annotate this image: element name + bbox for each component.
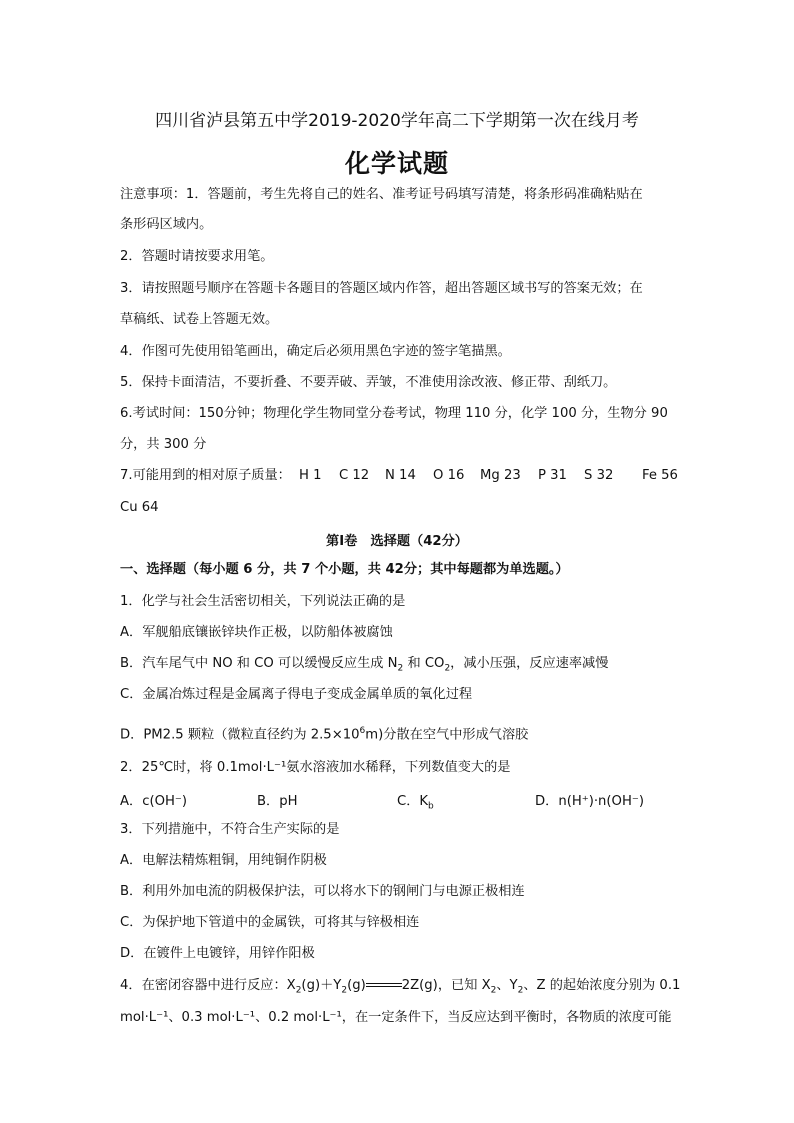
q1-option-a: A．军舰船底镶嵌锌块作正极，以防船体被腐蚀 [120, 625, 393, 640]
subscript: 2 [517, 985, 524, 996]
q3-option-d: D．在镀件上电镀锌，用锌作阳极 [120, 946, 315, 961]
q4-stem-line2: mol·L⁻¹、0.3 mol·L⁻¹、0.2 mol·L⁻¹，在一定条件下，当反应达到平衡时，各物质的浓度可能 [120, 1010, 672, 1025]
atom-mass-item: H 1 [299, 468, 322, 483]
note-6a: 6.考试时间：150分钟；物理化学生物同堂分卷考试，物理 110 分，化学 100 分，生物分 90 [120, 406, 668, 421]
q1-option-d [120, 722, 528, 744]
q1-b-text: B．汽车尾气中 NO 和 CO 可以缓慢反应生成 N [120, 656, 398, 671]
q1-d-text: m)分散在空气中形成气溶胶 [365, 727, 529, 743]
note-3b: 草稿纸、试卷上答题无效。 [120, 312, 279, 327]
subscript: 2 [295, 985, 302, 996]
q1-stem: 1．化学与社会生活密切相关，下列说法正确的是 [120, 594, 406, 609]
q4-text: 、Z 的起始浓度分别为 0.1 [523, 978, 681, 993]
note-2: 2．答题时请按要求用笔。 [120, 249, 274, 264]
atom-mass-item: S 32 [584, 468, 614, 483]
q4-stem [120, 977, 680, 1000]
atom-mass-item: C 12 [339, 468, 370, 483]
subscript: b [428, 801, 434, 812]
q2-stem: 2．25℃时，将 0.1mol·L⁻¹氨水溶液加水稀释，下列数值变大的是 [120, 760, 511, 775]
q3-option-b: B．利用外加电流的阴极保护法，可以将水下的钢闸门与电源正极相连 [120, 884, 525, 899]
equilibrium-arrow-icon [366, 980, 402, 990]
q3-option-a: A．电解法精炼粗铜，用纯铜作阴极 [120, 853, 327, 868]
school-title: 四川省泸县第五中学2019-2020学年高二下学期第一次在线月考 [155, 111, 639, 131]
subscript: 2 [397, 663, 404, 674]
note-1b: 条形码区域内。 [120, 217, 213, 232]
q1-b-text: 和 CO [403, 656, 445, 671]
q2-option-a: A．c(OH⁻) [120, 794, 188, 809]
q2-c-text: C．K [397, 794, 429, 809]
section-instructions: 一、选择题（每小题 6 分，共 7 个小题，共 42分；其中每题都为单选题。） [120, 562, 569, 577]
note-3a: 3．请按照题号顺序在答题卡各题目的答题区域内作答，超出答题区域书写的答案无效；在 [120, 281, 643, 296]
atom-mass-item: Mg 23 [480, 468, 521, 483]
note-7-prefix: 7.可能用到的相对原子质量： [120, 468, 291, 483]
superscript: 6 [359, 726, 366, 736]
note-5: 5．保持卡面清洁，不要折叠、不要弄破、弄皱，不准使用涂改液、修正带、刮纸刀。 [120, 375, 617, 390]
q3-option-c: C．为保护地下管道中的金属铁，可将其与锌极相连 [120, 915, 420, 930]
note-7 [120, 467, 678, 485]
subscript: 2 [341, 985, 348, 996]
q4-text: 4．在密闭容器中进行反应：X [120, 978, 296, 993]
section-title: 第Ⅰ卷 选择题（42分） [326, 534, 468, 549]
q1-b-text: ，减小压强，反应速率减慢 [450, 656, 609, 671]
q4-text: 、Y [496, 978, 518, 993]
q3-stem: 3．下列措施中，不符合生产实际的是 [120, 822, 340, 837]
q1-option-c: C．金属冶炼过程是金属离子得电子变成金属单质的氧化过程 [120, 687, 473, 702]
atom-mass-item: N 14 [385, 468, 416, 483]
q2-option-d: D．n(H⁺)·n(OH⁻) [535, 794, 644, 809]
note-1a: 注意事项：1．答题前，考生先将自己的姓名、准考证号码填写清楚，将条形码准确粘贴在 [120, 187, 643, 202]
note-4: 4．作图可先使用铅笔画出，确定后必须用黑色字迹的签字笔描黑。 [120, 344, 511, 359]
q4-text: (g) [347, 978, 366, 993]
subject-title: 化学试题 [344, 149, 449, 178]
note-7-cont: Cu 64 [120, 500, 159, 515]
note-6b: 分，共 300 分 [120, 437, 207, 452]
subscript: 2 [490, 985, 497, 996]
subscript: 2 [444, 663, 451, 674]
q2-option-c [397, 790, 434, 812]
q4-text: (g)＋Y [301, 978, 342, 993]
atom-mass-item: Fe 56 [642, 468, 678, 483]
q1-d-text: D．PM2.5 颗粒（微粒直径约为 2.5×10 [120, 727, 360, 743]
q2-option-b: B．pH [257, 794, 298, 809]
atom-mass-item: O 16 [433, 468, 465, 483]
q4-text: 2Z(g)，已知 X [401, 978, 491, 993]
atom-mass-item: P 31 [538, 468, 567, 483]
q1-option-b [120, 655, 608, 678]
